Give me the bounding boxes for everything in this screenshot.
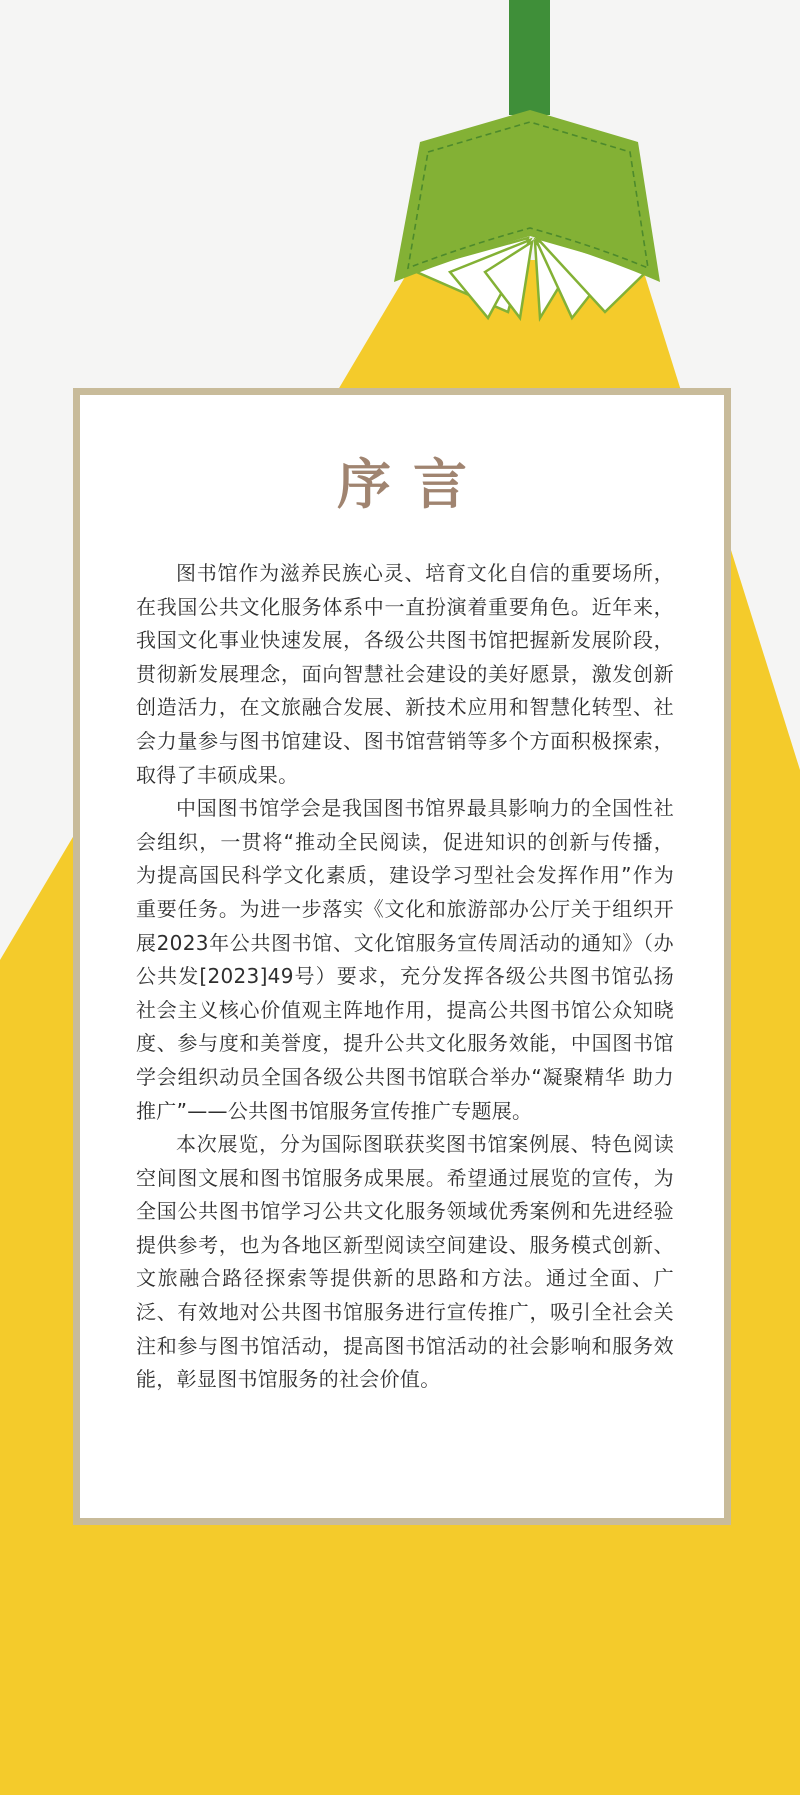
paragraph-2: 中国图书馆学会是我国图书馆界最具影响力的全国性社会组织，一贯将“推动全民阅读，促进知识的创新与传播，为提高国民科学文化素质，建设学习型社会发挥作用”作为重要任务。为进一步落实《文化和旅游部办公厅关于组织开展2023年公共图书馆、文化馆服务宣传周活动的通知》（办公共发[2023]49号）要求，充分发挥各级公共图书馆弘扬社会主义核心价值观主阵地作用，提高公共图书馆公众知晓度、参与度和美誉度，提升公共文化服务效能，中国图书馆学会组织动员全国各级公共图书馆联合举办“凝聚精华 助力推广”——公共图书馆服务宣传推广专题展。 (136, 796, 674, 1123)
paragraph-3: 本次展览，分为国际图联获奖图书馆案例展、特色阅读空间图文展和图书馆服务成果展。希望通过展览的宣传，为全国公共图书馆学习公共文化服务领域优秀案例和先进经验提供参考，也为各地区新型阅读空间建设、服务模式创新、文旅融合路径探索等提供新的思路和方法。通过全面、广泛、有效地对公共图书馆服务进行宣传推广，吸引全社会关注和参与图书馆活动，提高图书馆活动的社会影响和服务效能，彰显图书馆服务的社会价值。 (136, 1132, 674, 1392)
preface-card (73, 388, 731, 1525)
paragraph-1: 图书馆作为滋养民族心灵、培育文化自信的重要场所，在我国公共文化服务体系中一直扮演着重要角色。近年来，我国文化事业快速发展，各级公共图书馆把握新发展阶段，贯彻新发展理念，面向智慧社会建设的美好愿景，激发创新创造活力，在文旅融合发展、新技术应用和智慧化转型、社会力量参与图书馆建设、图书馆营销等多个方面积极探索，取得了丰硕成果。 (136, 561, 674, 787)
page-title: 序言 (337, 452, 489, 516)
lamp-cord (509, 0, 550, 115)
preface-body (136, 557, 674, 1397)
